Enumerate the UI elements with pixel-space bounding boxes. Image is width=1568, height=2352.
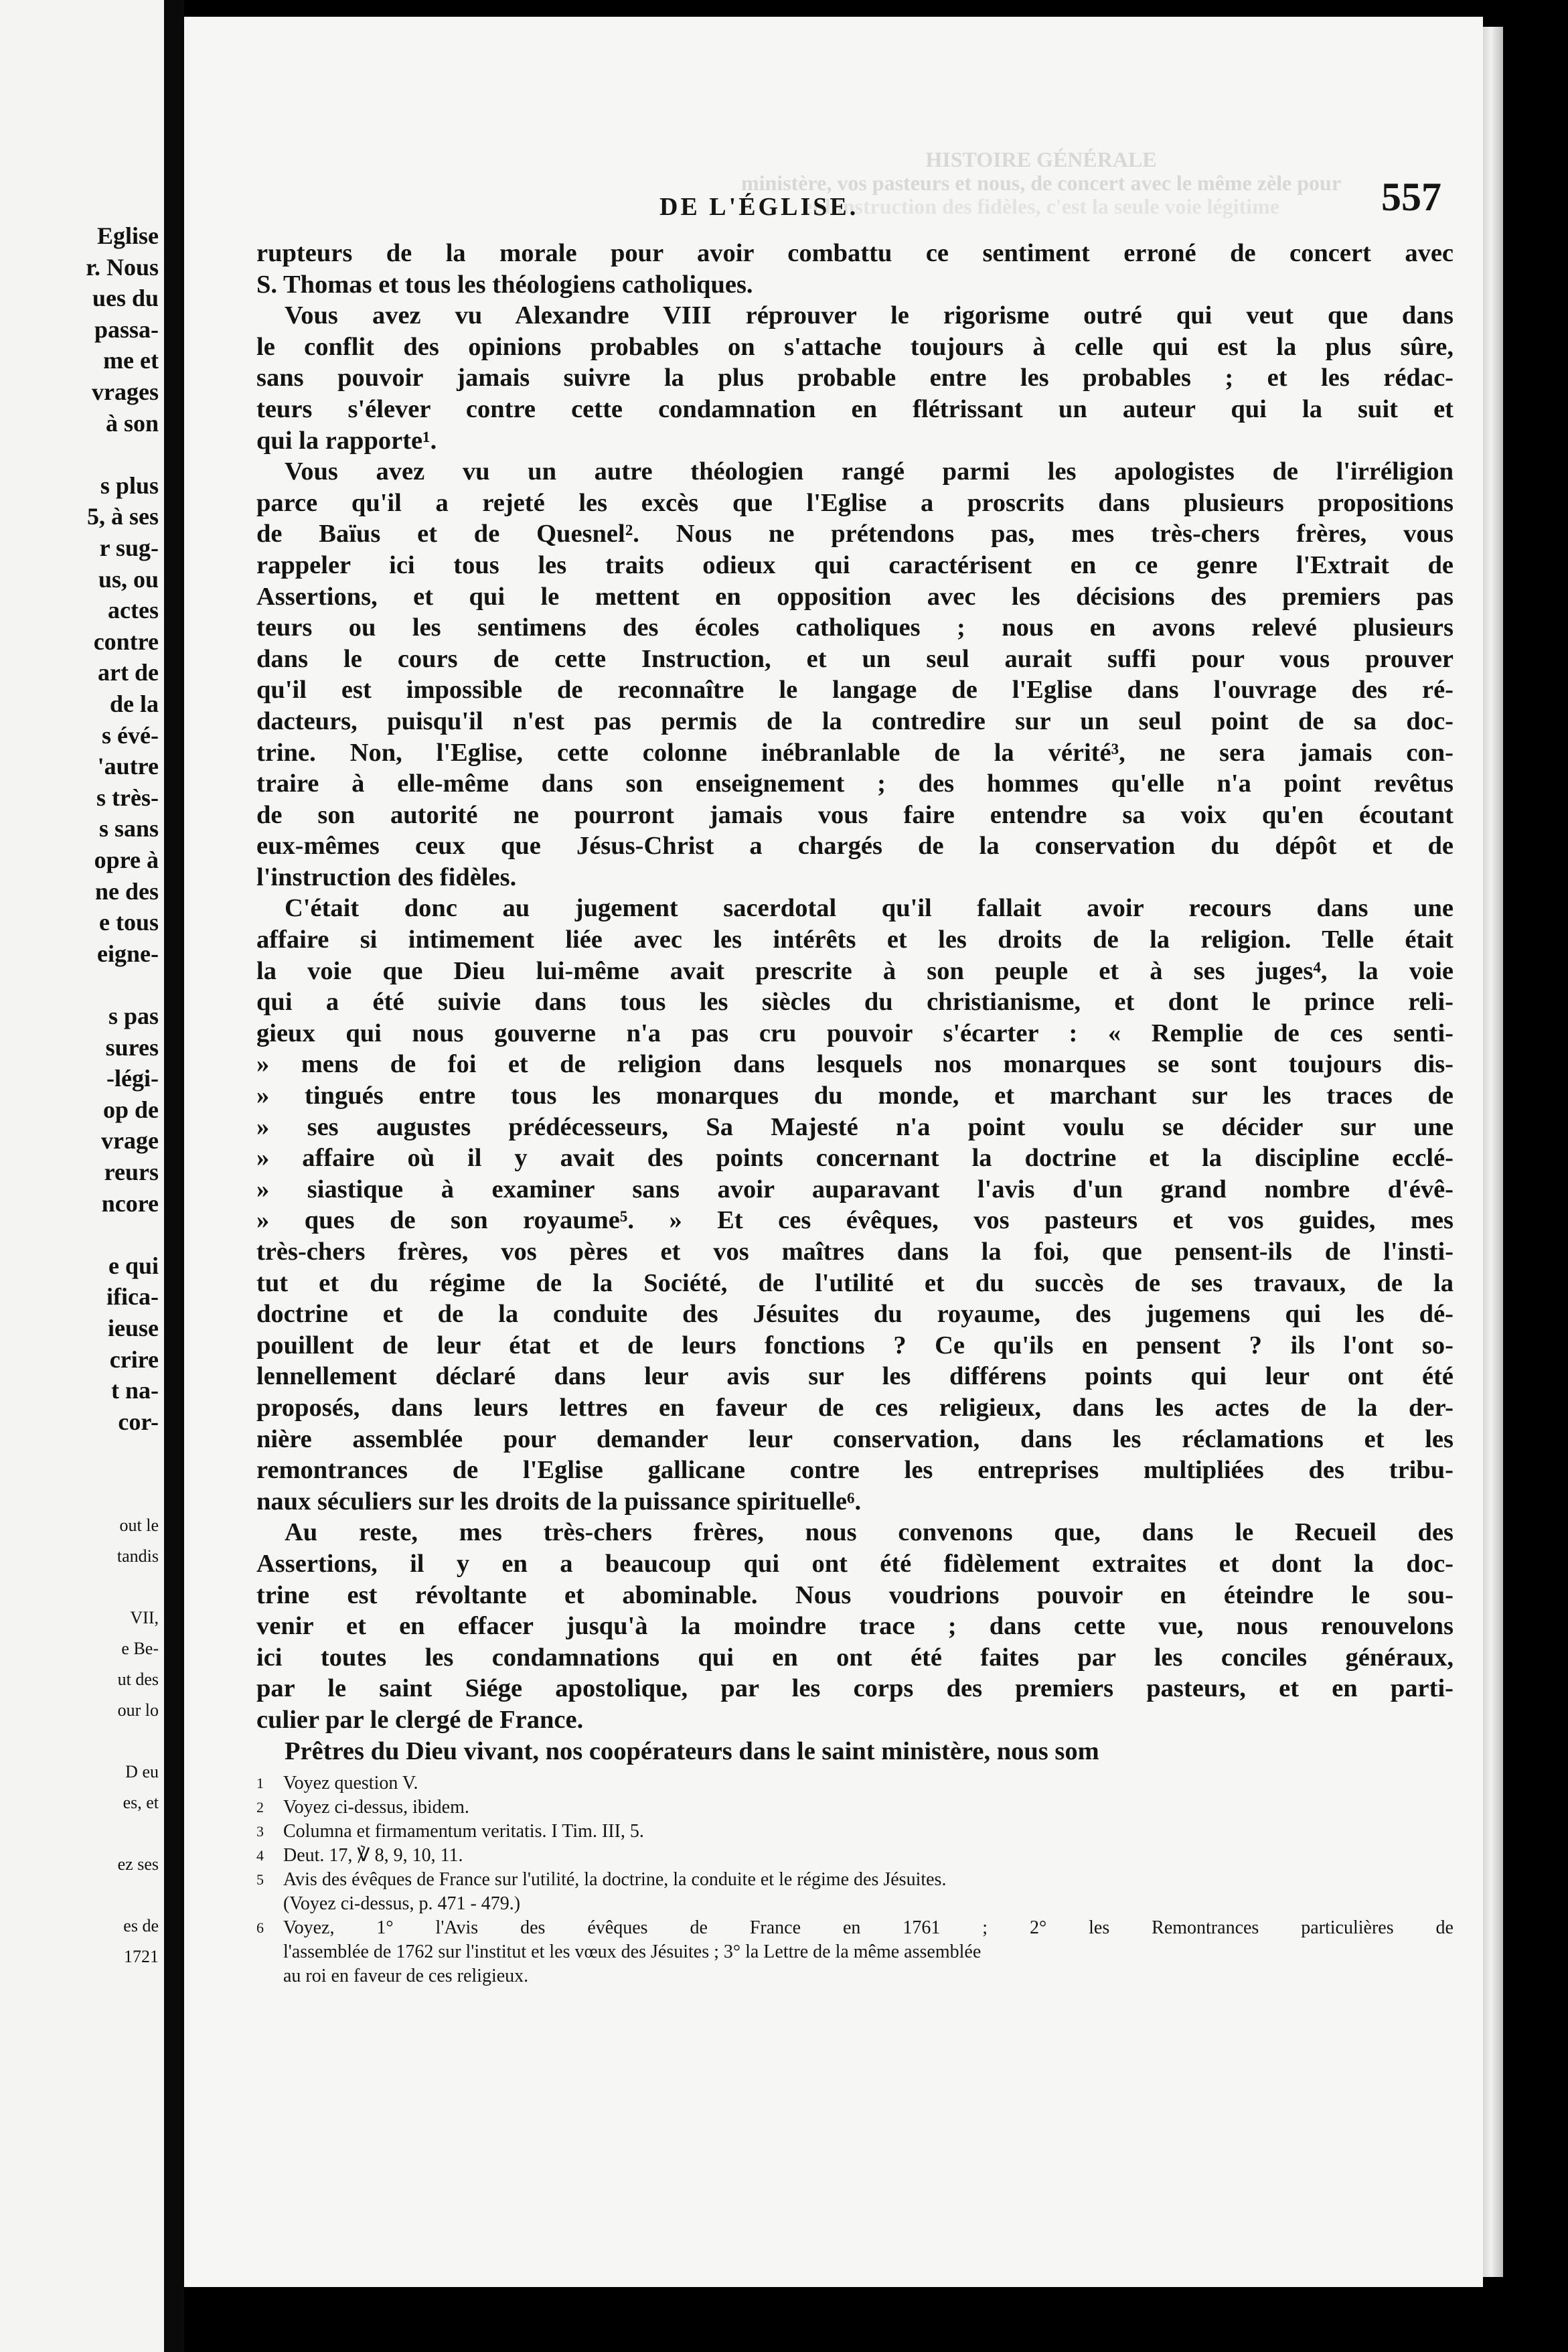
footnote-number: 6: [256, 1919, 264, 1936]
left-page-fragment: ieuse: [108, 1315, 159, 1341]
body-line: sans pouvoir jamais suivre la plus probable entre les probables ; et les rédac-: [256, 364, 1454, 392]
body-line: l'instruction des fidèles.: [256, 863, 517, 891]
left-page-fragment: Eglise: [96, 222, 159, 249]
footnote: [256, 1964, 1454, 1988]
left-page-fragment: actes: [108, 597, 159, 624]
left-page-fragment: vrage: [101, 1127, 159, 1155]
page-edge: [1483, 27, 1503, 2277]
body-line: » siastique à examiner sans avoir auparavant l'avis d'un grand nombre d'évê-: [256, 1175, 1454, 1203]
left-page-fragment: à son: [105, 409, 159, 437]
body-line: trine est révoltante et abominable. Nous voudrions pouvoir en éteindre le sou-: [256, 1581, 1454, 1609]
left-page-fragment: r sug-: [99, 534, 159, 561]
footnote-number: 5: [256, 1871, 264, 1888]
left-page-fragment: crire: [109, 1345, 159, 1373]
body-line: Prêtres du Dieu vivant, nos coopérateurs dans le saint ministère, nous som: [285, 1737, 1099, 1765]
page: [184, 17, 1483, 2287]
body-line: » ses augustes prédécesseurs, Sa Majesté n'a point voulu se décider sur une: [256, 1112, 1454, 1141]
body-line: de Baïus et de Quesnel². Nous ne prétendons pas, mes très-chers frères, vous: [256, 520, 1454, 548]
footnote: [256, 1795, 1454, 1820]
bleed-through-text: ministère, vos pasteurs et nous, de concert avec le même zèle pour: [740, 171, 1342, 195]
body-line: rappeler ici tous les traits odieux qui caractérisent en ce genre l'Extrait de: [256, 550, 1454, 579]
footnote: [256, 1940, 1454, 1964]
left-page-fragment: ues du: [92, 285, 159, 312]
body-line: par le saint Siége apostolique, par les corps des premiers pasteurs, et en parti-: [256, 1674, 1454, 1703]
body-line: qui la rapporte¹.: [256, 426, 437, 455]
body-line: pouillent de leur état et de leurs fonctions ? Ce qu'ils en pensent ? ils l'ont so-: [256, 1331, 1454, 1359]
bleed-through-text: HISTOIRE GÉNÉRALE: [925, 147, 1157, 171]
body-line: affaire si intimement liée avec les intérêts et les droits de la religion. Telle était: [256, 926, 1454, 954]
left-page-fragment: s pas: [108, 1003, 159, 1029]
running-head: DE L'ÉGLISE.: [659, 193, 859, 221]
left-page-note-fragment: es, et: [123, 1793, 159, 1812]
left-page-fragment: s sans: [98, 815, 159, 842]
footnote-text: au roi en faveur de ces religieux.: [283, 1966, 529, 1986]
body-line: Vous avez vu un autre théologien rangé parmi les apologistes de l'irréligion: [285, 457, 1454, 486]
body-line: qu'il est impossible de reconnaître le langage de l'Eglise dans l'ouvrage des ré-: [256, 676, 1454, 705]
footnote-text: Columna et firmamentum veritatis. I Tim. III, 5.: [283, 1821, 644, 1842]
footnote: [256, 1916, 1454, 1940]
body-line: le conflit des opinions probables on s'attache toujours à celle qui est la plus sûre,: [256, 332, 1454, 361]
footnote-text: Voyez ci-dessus, ibidem.: [283, 1797, 469, 1818]
left-page-fragment: 'autre: [97, 753, 159, 780]
body-line: Au reste, mes très-chers frères, nous convenons que, dans le Recueil des: [285, 1518, 1454, 1547]
body-line: Vous avez vu Alexandre VIII réprouver le rigorisme outré qui veut que dans: [285, 301, 1454, 330]
body-text: [256, 238, 1454, 1767]
footnote: [256, 1844, 1454, 1868]
footnote-text: l'assemblée de 1762 sur l'institut et les vœux des Jésuites ; 3° la Lettre de la même assemblée: [283, 1941, 982, 1962]
footnote-text: Voyez question V.: [283, 1773, 418, 1793]
body-line: remontrances de l'Eglise gallicane contre les entreprises multipliées des tribu-: [256, 1456, 1454, 1485]
page-number: 557: [1381, 175, 1441, 219]
body-line: lennellement déclaré dans leur avis sur les différens points qui leur ont été: [256, 1362, 1454, 1391]
footnote: [256, 1771, 1454, 1795]
left-page-fragment: op de: [102, 1096, 159, 1123]
body-line: trine. Non, l'Eglise, cette colonne inébranlable de la vérité³, ne sera jamais con-: [256, 738, 1454, 767]
footnote: [256, 1868, 1454, 1892]
book-gutter: [164, 0, 184, 2352]
body-line: tut et du régime de la Société, de l'utilité et du succès de ses travaux, de la: [256, 1268, 1454, 1297]
footnote-text: Avis des évêques de France sur l'utilité, la doctrine, la conduite et le régime des Jésuites.: [283, 1869, 947, 1890]
body-line: eux-mêmes ceux que Jésus-Christ a chargés de la conservation du dépôt et de: [256, 832, 1454, 861]
body-line: de son autorité ne pourront jamais vous faire entendre sa voix qu'en écoutant: [256, 800, 1454, 829]
body-line: venir et en effacer jusqu'à la moindre trace ; dans cette vue, nous renouvelons: [256, 1612, 1454, 1641]
footnote-text: (Voyez ci-dessus, p. 471 - 479.): [283, 1893, 521, 1914]
left-page-note-fragment: 1721: [124, 1947, 159, 1966]
left-page-fragment: s plus: [100, 471, 159, 499]
left-page-fragment: vrages: [92, 378, 159, 405]
left-page-note-fragment: our lo: [117, 1700, 159, 1720]
left-page-note-fragment: ez ses: [117, 1854, 159, 1874]
left-page-fragment: ncore: [101, 1189, 159, 1217]
left-page-fragment: e qui: [108, 1252, 159, 1279]
body-line: très-chers frères, vos pères et vos maîtres dans la foi, que pensent-ils de l'insti-: [256, 1238, 1454, 1266]
body-line: Assertions, il y en a beaucoup qui ont été fidèlement extraites et dont la doc-: [256, 1549, 1454, 1578]
left-page-fragment: opre à: [94, 847, 159, 873]
body-line: ici toutes les condamnations qui en ont été faites par les conciles généraux,: [256, 1643, 1454, 1672]
footnote-text: Voyez, 1° l'Avis des évêques de France en 1761 ; 2° les Remontrances particulières de: [283, 1917, 1454, 1938]
footnote: [256, 1820, 1454, 1844]
body-line: dans le cours de cette Instruction, et un seul aurait suffi pour vous prouver: [256, 644, 1454, 673]
body-line: C'était donc au jugement sacerdotal qu'il fallait avoir recours dans une: [285, 894, 1454, 923]
footnote-number: 4: [256, 1847, 264, 1864]
body-line: parce qu'il a rejeté les excès que l'Eglise a proscrits dans plusieurs propositions: [256, 488, 1454, 517]
left-page-fragment: contre: [93, 628, 159, 655]
footnotes: [256, 1771, 1454, 1988]
left-page-note-fragment: e Be-: [121, 1639, 159, 1658]
body-line: naux séculiers sur les droits de la puissance spirituelle⁶.: [256, 1487, 862, 1516]
left-page-fragment: cor-: [118, 1408, 159, 1435]
body-line: teurs ou les sentimens des écoles catholiques ; nous en avons relevé plusieurs: [256, 613, 1454, 642]
body-line: proposés, dans leurs lettres en faveur de ces religieux, dans les actes de la der-: [256, 1393, 1454, 1422]
left-page-fragment: art de: [98, 659, 159, 686]
body-line: » mens de foi et de religion dans lesquels nos monarques se sont toujours dis-: [256, 1050, 1454, 1079]
body-line: teurs s'élever contre cette condamnation en flétrissant un auteur qui la suit et: [256, 394, 1454, 423]
left-page-fragment: e tous: [99, 909, 159, 936]
body-line: » ques de son royaume⁵. » Et ces évêques, vos pasteurs et vos guides, mes: [256, 1206, 1454, 1235]
footnote-number: 3: [256, 1823, 264, 1840]
left-page-note-fragment: es de: [123, 1916, 159, 1935]
left-page-note-fragment: out le: [119, 1516, 159, 1535]
left-page-note-fragment: VII,: [130, 1608, 159, 1627]
body-line: traire à elle-même dans son enseignement ; des hommes qu'elle n'a point revêtus: [256, 769, 1454, 798]
left-page-fragment: eigne-: [97, 940, 159, 967]
body-line: S. Thomas et tous les théologiens catholiques.: [256, 270, 753, 299]
left-page-fragment: ne des: [94, 877, 159, 905]
body-line: qui a été suivie dans tous les siècles du christianisme, et dont le prince reli-: [256, 988, 1454, 1017]
footnote-text: Deut. 17, ℣ 8, 9, 10, 11.: [283, 1845, 463, 1866]
body-line: nière assemblée pour demander leur conservation, dans les réclamations et les: [256, 1424, 1454, 1453]
left-page-fragment: me et: [103, 347, 159, 374]
body-line: Assertions, et qui le mettent en opposition avec les décisions des premiers pas: [256, 582, 1454, 611]
left-page-fragment: t na-: [111, 1377, 159, 1404]
left-page-fragment: s évé-: [102, 721, 159, 749]
body-line: culier par le clergé de France.: [256, 1705, 584, 1734]
footnote: [256, 1892, 1454, 1916]
left-page-fragment: us, ou: [98, 565, 159, 593]
footnote-number: 1: [256, 1775, 264, 1791]
left-page-fragment: de la: [109, 690, 159, 717]
left-page-note-fragment: ut des: [117, 1670, 159, 1689]
body-line: la voie que Dieu lui-même avait prescrite à son peuple et à ses juges⁴, la voie: [256, 956, 1454, 985]
body-line: gieux qui nous gouverne n'a pas cru pouvoir s'écarter : « Remplie de ces senti-: [256, 1019, 1454, 1047]
left-page-note-fragment: D eu: [125, 1762, 159, 1781]
left-page-fragment: s très-: [96, 784, 159, 811]
left-page-fragment: sures: [105, 1033, 159, 1061]
left-page-fragment: ifica-: [106, 1283, 159, 1311]
body-line: » tingués entre tous les monarques du monde, et marchant sur les traces de: [256, 1082, 1454, 1110]
body-line: rupteurs de la morale pour avoir combattu ce sentiment erroné de concert avec: [256, 239, 1454, 267]
footnote-number: 2: [256, 1799, 264, 1816]
body-line: doctrine et de la conduite des Jésuites du royaume, des jugemens qui les dé-: [256, 1300, 1454, 1329]
bleed-through-text: et l'instruction des fidèles, c'est la seule voie légitime: [803, 194, 1279, 218]
left-page-fragment: 5, à ses: [87, 503, 159, 530]
body-line: » affaire où il y avait des points concernant la doctrine et la discipline ecclé-: [256, 1144, 1454, 1173]
left-page-fragment: reurs: [104, 1159, 159, 1185]
left-page-fragment: passa-: [94, 315, 159, 343]
left-page-fragment: -légi-: [106, 1065, 159, 1092]
left-page-fragment: r. Nous: [86, 253, 159, 281]
body-line: dacteurs, puisqu'il n'est pas permis de la contredire sur un seul point de sa doc-: [256, 707, 1454, 735]
left-page-note-fragment: tandis: [116, 1546, 159, 1566]
left-facing-page: [0, 0, 164, 2352]
